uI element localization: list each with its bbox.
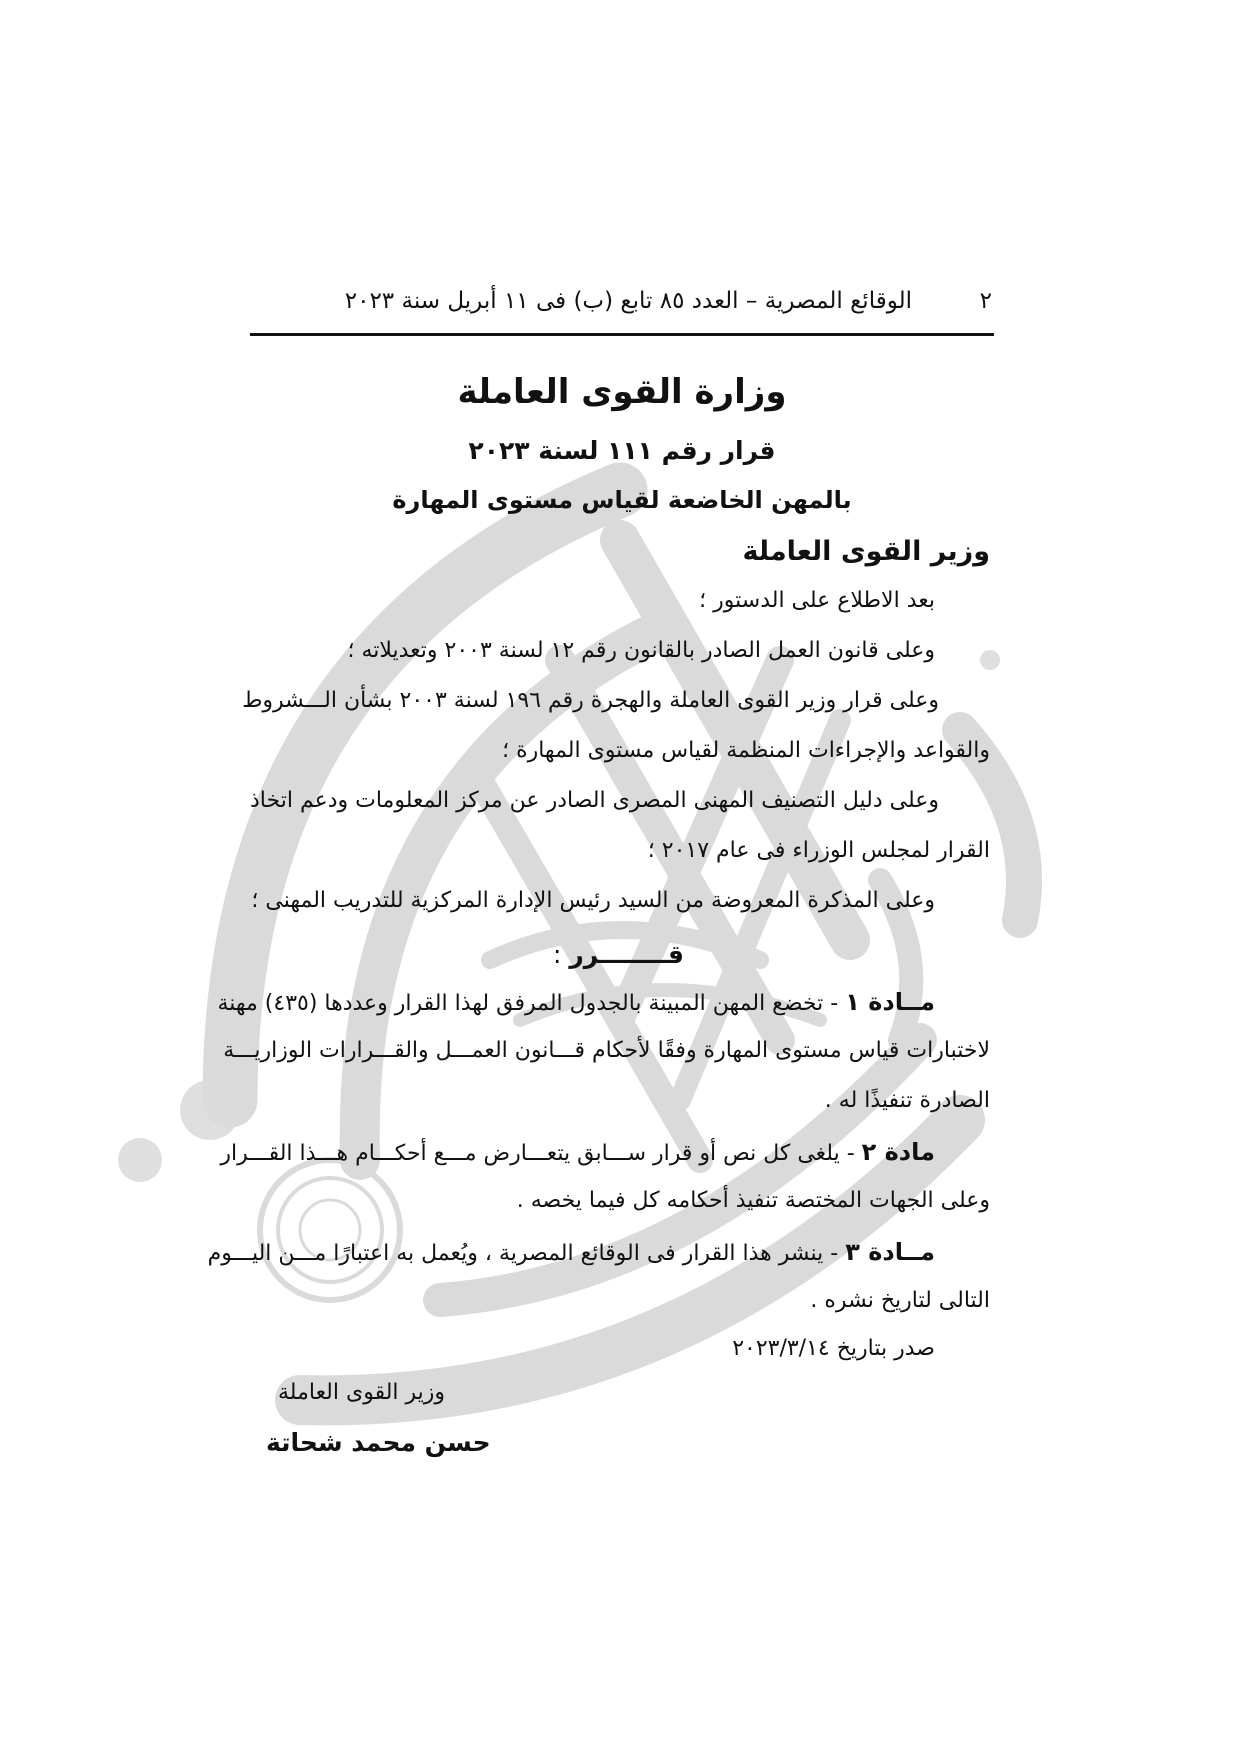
preamble-line-3-text: وعلى قرار وزير القوى العاملة والهجرة رقم ١٩٦ لسنة ٢٠٠٣ بشأن الـــشروط — [242, 688, 939, 713]
article-2-text-1: - يلغى كل نص أو قرار ســـابق يتعـــارض مـــع أحكـــام هـــذا القـــرار — [220, 1141, 862, 1166]
gazette-header — [248, 288, 992, 328]
article-3-line-1 — [207, 1238, 990, 1267]
page-number: ٢ — [979, 288, 992, 314]
decided-word: قــــــــرر — [569, 940, 684, 969]
issued-date: صدر بتاريخ ٢٠٢٣/٣/١٤ — [732, 1336, 935, 1361]
preamble-line-4: والقواعد والإجراءات المنظمة لقياس مستوى المهارة ؛ — [502, 738, 990, 763]
issue-line: الوقائع المصرية – العدد ٨٥ تابع (ب) فى ١١ أبريل سنة ٢٠٢٣ — [344, 288, 912, 314]
minister-heading: وزير القوى العاملة — [742, 536, 990, 567]
decided-colon: : — [552, 940, 570, 969]
article-1-text-2: لاختبارات قياس مستوى المهارة وفقًا لأحكام قـــانون العمـــل والقـــرارات الوزاريـــة — [223, 1038, 990, 1063]
preamble-line-5 — [250, 788, 994, 814]
preamble-line-7: وعلى المذكرة المعروضة من السيد رئيس الإدارة المركزية للتدريب المهنى ؛ — [251, 888, 935, 913]
article-2-line-1 — [220, 1138, 990, 1167]
ministry-title: وزارة القوى العاملة — [457, 372, 787, 412]
signatory-title: وزير القوى العاملة — [278, 1380, 446, 1405]
article-3-label: مــادة ٣ — [845, 1238, 935, 1266]
preamble-line-1: بعد الاطلاع على الدستور ؛ — [699, 588, 935, 613]
article-1-line-1-wrap — [217, 988, 990, 1017]
decree-title: قرار رقم ١١١ لسنة ٢٠٢٣ — [468, 436, 776, 465]
preamble-line-5-text: وعلى دليل التصنيف المهنى المصرى الصادر عن مركز المعلومات ودعم اتخاذ — [250, 788, 939, 813]
article-3-line-2: التالى لتاريخ نشره . — [810, 1288, 990, 1313]
preamble-line-3 — [242, 688, 994, 714]
article-1-line-1 — [217, 988, 990, 1017]
article-2-line-2: وعلى الجهات المختصة تنفيذ أحكامه كل فيما يخصه . — [516, 1188, 990, 1213]
article-1-line-2 — [223, 1038, 990, 1064]
article-2-line-1-wrap — [220, 1138, 990, 1167]
header-divider — [250, 333, 994, 336]
article-2-label: مادة ٢ — [861, 1138, 935, 1166]
article-3-line-1-wrap — [207, 1238, 990, 1267]
article-3-text-1: - ينشر هذا القرار فى الوقائع المصرية ، ويُعمل به اعتبارًا مـــن اليـــوم — [207, 1241, 846, 1266]
signatory-name: حسن محمد شحاتة — [266, 1428, 491, 1457]
article-1-label: مــادة ١ — [845, 988, 935, 1016]
decree-subject: بالمهن الخاضعة لقياس مستوى المهارة — [392, 486, 852, 514]
preamble-line-6: القرار لمجلس الوزراء فى عام ٢٠١٧ ؛ — [647, 838, 990, 863]
article-1-line-3: الصادرة تنفيذًا له . — [824, 1088, 990, 1113]
decided-heading — [553, 940, 684, 970]
preamble-line-2: وعلى قانون العمل الصادر بالقانون رقم ١٢ لسنة ٢٠٠٣ وتعديلاته ؛ — [347, 638, 935, 663]
article-1-text-1: - تخضع المهن المبينة بالجدول المرفق لهذا القرار وعددها (٤٣٥) مهنة — [217, 991, 846, 1016]
